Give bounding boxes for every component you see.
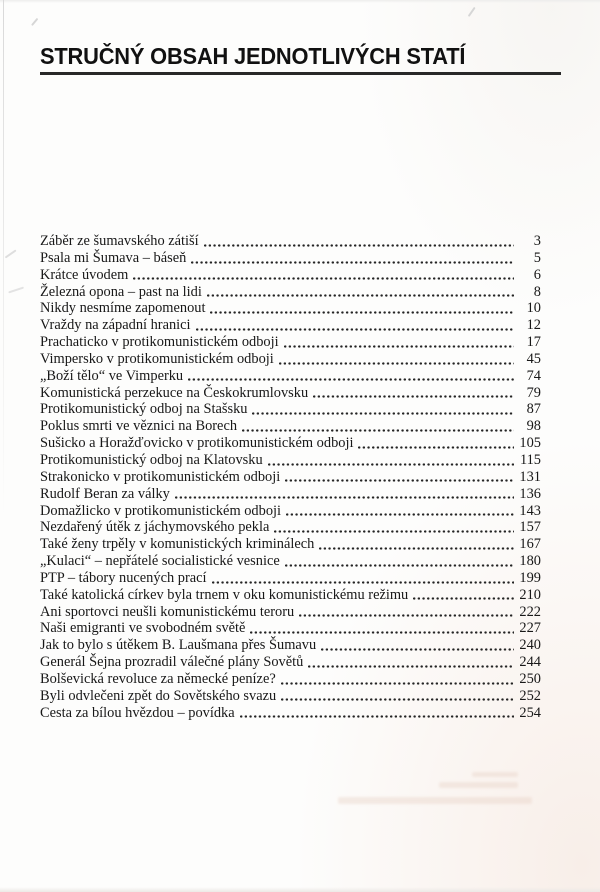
toc-entry-page: 180 [519,553,541,570]
toc-entry [40,334,541,351]
toc-entry-page: 131 [519,468,541,485]
toc-entry-title: Naši emigranti ve svobodném světě [40,620,246,637]
toc-entry-title: Nezdařený útěk z jáchymovského pekla [40,519,270,536]
scan-artifact [31,18,38,26]
toc-entry-page: 210 [519,586,541,603]
dot-leader [133,267,514,284]
toc-entry-title: Poklus smrti ve věznici na Borech [40,418,238,435]
dot-leader [284,334,514,351]
toc-entry-title: Byli odvlečeni zpět do Sovětského svazu [40,687,277,704]
toc-entry [40,401,541,418]
toc-entry [40,418,541,435]
toc-entry-page: 136 [519,485,541,502]
toc-entry-title: Železná opona – past na lidi [40,283,202,300]
toc-entry [40,671,541,688]
dot-leader [313,385,514,402]
toc-entry [40,570,541,587]
ink-bleed-through [472,772,518,777]
toc-entry-page: 5 [533,249,541,266]
toc-entry [40,300,541,317]
toc-entry-title: „Kulaci“ – nepřátelé socialistické vesnice [40,553,280,570]
dot-leader [191,250,514,267]
dot-leader [250,620,514,637]
dot-leader [413,587,514,604]
dot-leader [281,671,514,688]
toc-entry-page: 143 [519,502,541,519]
ink-bleed-through [338,797,532,804]
toc-entry [40,452,541,469]
toc-entry [40,368,541,385]
dot-leader [175,486,514,503]
toc-entry-page: 227 [519,620,541,637]
dot-leader [279,351,514,368]
dot-leader [285,469,514,486]
dot-leader [242,418,514,435]
toc-entry-title: Prachaticko v protikomunistickém odboji [40,334,279,351]
toc-entry-page: 115 [519,451,541,468]
toc-entry-title: PTP – tábory nucených prací [40,569,207,586]
toc-entry-page: 79 [526,384,541,401]
dot-leader [281,688,514,705]
toc-entry-title: Krátce úvodem [40,266,129,283]
scan-artifact [5,249,17,258]
dot-leader [274,519,514,536]
toc-entry [40,553,541,570]
toc-entry-title: „Boží tělo“ ve Vimperku [40,367,184,384]
toc-entry [40,536,541,553]
dot-leader [285,553,514,570]
toc-entry [40,284,541,301]
toc-entry-page: 3 [533,233,541,249]
toc-entry [40,637,541,654]
toc-entry-title: Generál Šejna prozradil válečné plány Sovětů [40,654,304,671]
toc-entry-page: 254 [519,704,541,721]
dot-leader [286,503,514,520]
toc-entry-title: Psala mi Šumava – báseň [40,249,187,266]
dot-leader [299,604,514,621]
dot-leader [308,654,514,671]
toc-entry-page: 167 [519,536,541,553]
toc-entry-page: 12 [526,317,541,334]
dot-leader [196,317,514,334]
toc-entry [40,250,541,267]
dot-leader [210,300,514,317]
scan-artifact [8,287,24,293]
toc-entry-page: 74 [526,367,541,384]
dot-leader [321,637,514,654]
toc-entry-page: 240 [519,637,541,654]
toc-entry-title: Bolševická revoluce za německé peníze? [40,670,276,687]
toc-entry-title: Protikomunistický odboj na Klatovsku [40,451,263,468]
toc-entry-page: 45 [526,350,541,367]
toc-entry-title: Sušicko a Horažďovicko v protikomunistickém odboji [40,435,354,452]
toc-entry-title: Vimpersko v protikomunistickém odboji [40,350,274,367]
toc-entry-title: Také ženy trpěly v komunistických kriminálech [40,536,315,553]
toc-entry-page: 244 [519,654,541,671]
toc-entry [40,688,541,705]
toc-entry [40,385,541,402]
toc-entry-title: Jak to bylo s útěkem B. Laušmana přes Šumavu [40,637,317,654]
toc-entry [40,604,541,621]
scan-artifact [468,7,476,17]
scan-edge-line [3,0,4,517]
toc-entry [40,317,541,334]
toc-entry [40,654,541,671]
toc-entry-page: 222 [519,603,541,620]
toc-entry-title: Cesta za bílou hvězdou – povídka [40,704,235,721]
toc-entry-page: 98 [526,418,541,435]
toc-entry-title: Záběr ze šumavského zátiší [40,233,199,249]
toc-entry [40,233,541,250]
dot-leader [319,536,514,553]
toc-entry [40,351,541,368]
toc-entry [40,587,541,604]
toc-entry-title: Komunistická perzekuce na Českokrumlovsku [40,384,309,401]
toc-entry-page: 199 [519,569,541,586]
ink-bleed-through [439,782,518,788]
toc-entry-page: 87 [526,401,541,418]
dot-leader [268,452,514,469]
toc-list [40,233,541,721]
toc-entry [40,503,541,520]
toc-entry [40,705,541,722]
toc-entry [40,435,541,452]
toc-entry-page: 10 [526,300,541,317]
toc-entry-title: Strakonicko v protikomunistickém odboji [40,468,281,485]
toc-entry-title: Domažlicko v protikomunistickém odboji [40,502,282,519]
toc-entry [40,267,541,284]
toc-entry-title: Protikomunistický odboj na Stašsku [40,401,248,418]
toc-entry-page: 17 [526,334,541,351]
toc-entry-page: 250 [519,670,541,687]
toc-entry [40,519,541,536]
title-underline [40,72,561,75]
dot-leader [358,435,514,452]
toc-entry-title: Také katolická církev byla trnem v oku komunistickému režimu [40,586,409,603]
toc-entry-title: Rudolf Beran za války [40,485,170,502]
toc-entry-title: Vraždy na západní hranici [40,317,191,334]
toc-entry-title: Nikdy nesmíme zapomenout [40,300,206,317]
dot-leader [188,368,514,385]
dot-leader [204,233,514,250]
page-title: STRUČNÝ OBSAH JEDNOTLIVÝCH STATÍ [40,43,466,69]
toc-entry [40,486,541,503]
dot-leader [252,401,514,418]
toc-entry-page: 252 [519,687,541,704]
toc-entry-title: Ani sportovci neušli komunistickému teroru [40,603,295,620]
toc-entry [40,469,541,486]
toc-entry-page: 157 [519,519,541,536]
dot-leader [207,284,514,301]
toc-entry [40,620,541,637]
toc-entry-page: 105 [519,435,541,452]
toc-entry-page: 8 [533,283,541,300]
toc-entry-page: 6 [533,266,541,283]
dot-leader [212,570,514,587]
dot-leader [240,705,514,722]
